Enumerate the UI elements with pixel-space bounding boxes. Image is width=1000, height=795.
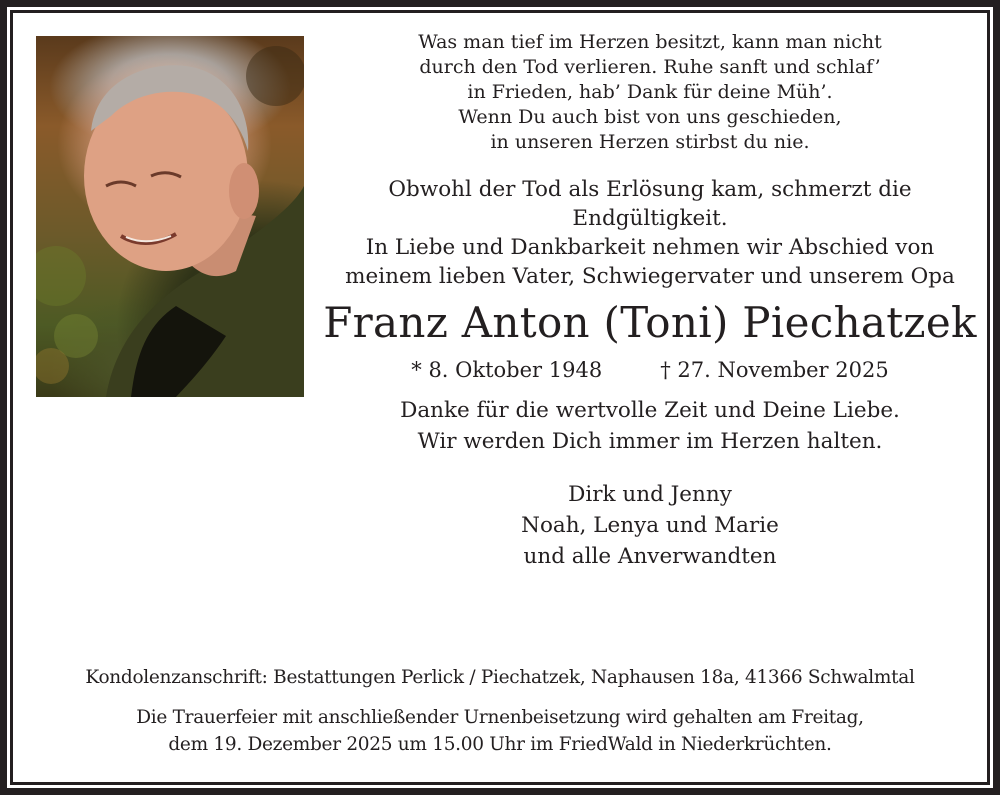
ceremony-line: Die Trauerfeier mit anschließender Urnenbeisetzung wird gehalten am Freitag, [136, 707, 864, 728]
portrait-illustration [36, 36, 304, 397]
birth-date: * 8. Oktober 1948 [411, 358, 603, 382]
family-line: und alle Anverwandten [523, 544, 777, 569]
poem-line: in unseren Herzen stirbst du nie. [490, 131, 810, 153]
thanks-line: Wir werden Dich immer im Herzen halten. [417, 429, 883, 454]
intro-line: Obwohl der Tod als Erlösung kam, schmerzt die [388, 177, 912, 202]
condolence-address: Kondolenzanschrift: Bestattungen Perlick / Piechatzek, Naphausen 18a, 41366 Schwalmtal [85, 667, 915, 688]
portrait-photo [36, 36, 304, 397]
ceremony-details [20, 704, 980, 758]
memorial-poem [320, 30, 980, 155]
intro-line: Endgültigkeit. [572, 206, 728, 231]
farewell-intro [320, 175, 980, 291]
thanks-line: Danke für die wertvolle Zeit und Deine Liebe. [400, 398, 900, 423]
poem-line: in Frieden, hab’ Dank für deine Müh’. [467, 81, 833, 103]
intro-line: In Liebe und Dankbarkeit nehmen wir Abschied von [365, 235, 935, 260]
notice-footer [20, 664, 980, 758]
family-line: Noah, Lenya und Marie [521, 513, 779, 538]
death-date: † 27. November 2025 [660, 358, 889, 382]
poem-line: Wenn Du auch bist von uns geschieden, [458, 106, 842, 128]
poem-line: durch den Tod verlieren. Ruhe sanft und schlaf’ [419, 56, 881, 78]
obituary-content [320, 30, 980, 572]
deceased-name: Franz Anton (Toni) Piechatzek [323, 298, 977, 347]
intro-line: meinem lieben Vater, Schwiegervater und unserem Opa [345, 264, 955, 289]
mourners-signature [320, 479, 980, 572]
thanks-message [320, 395, 980, 457]
ceremony-line: dem 19. Dezember 2025 um 15.00 Uhr im FriedWald in Niederkrüchten. [168, 734, 832, 755]
family-line: Dirk und Jenny [568, 482, 732, 507]
life-dates [320, 355, 980, 385]
poem-line: Was man tief im Herzen besitzt, kann man nicht [418, 31, 882, 53]
